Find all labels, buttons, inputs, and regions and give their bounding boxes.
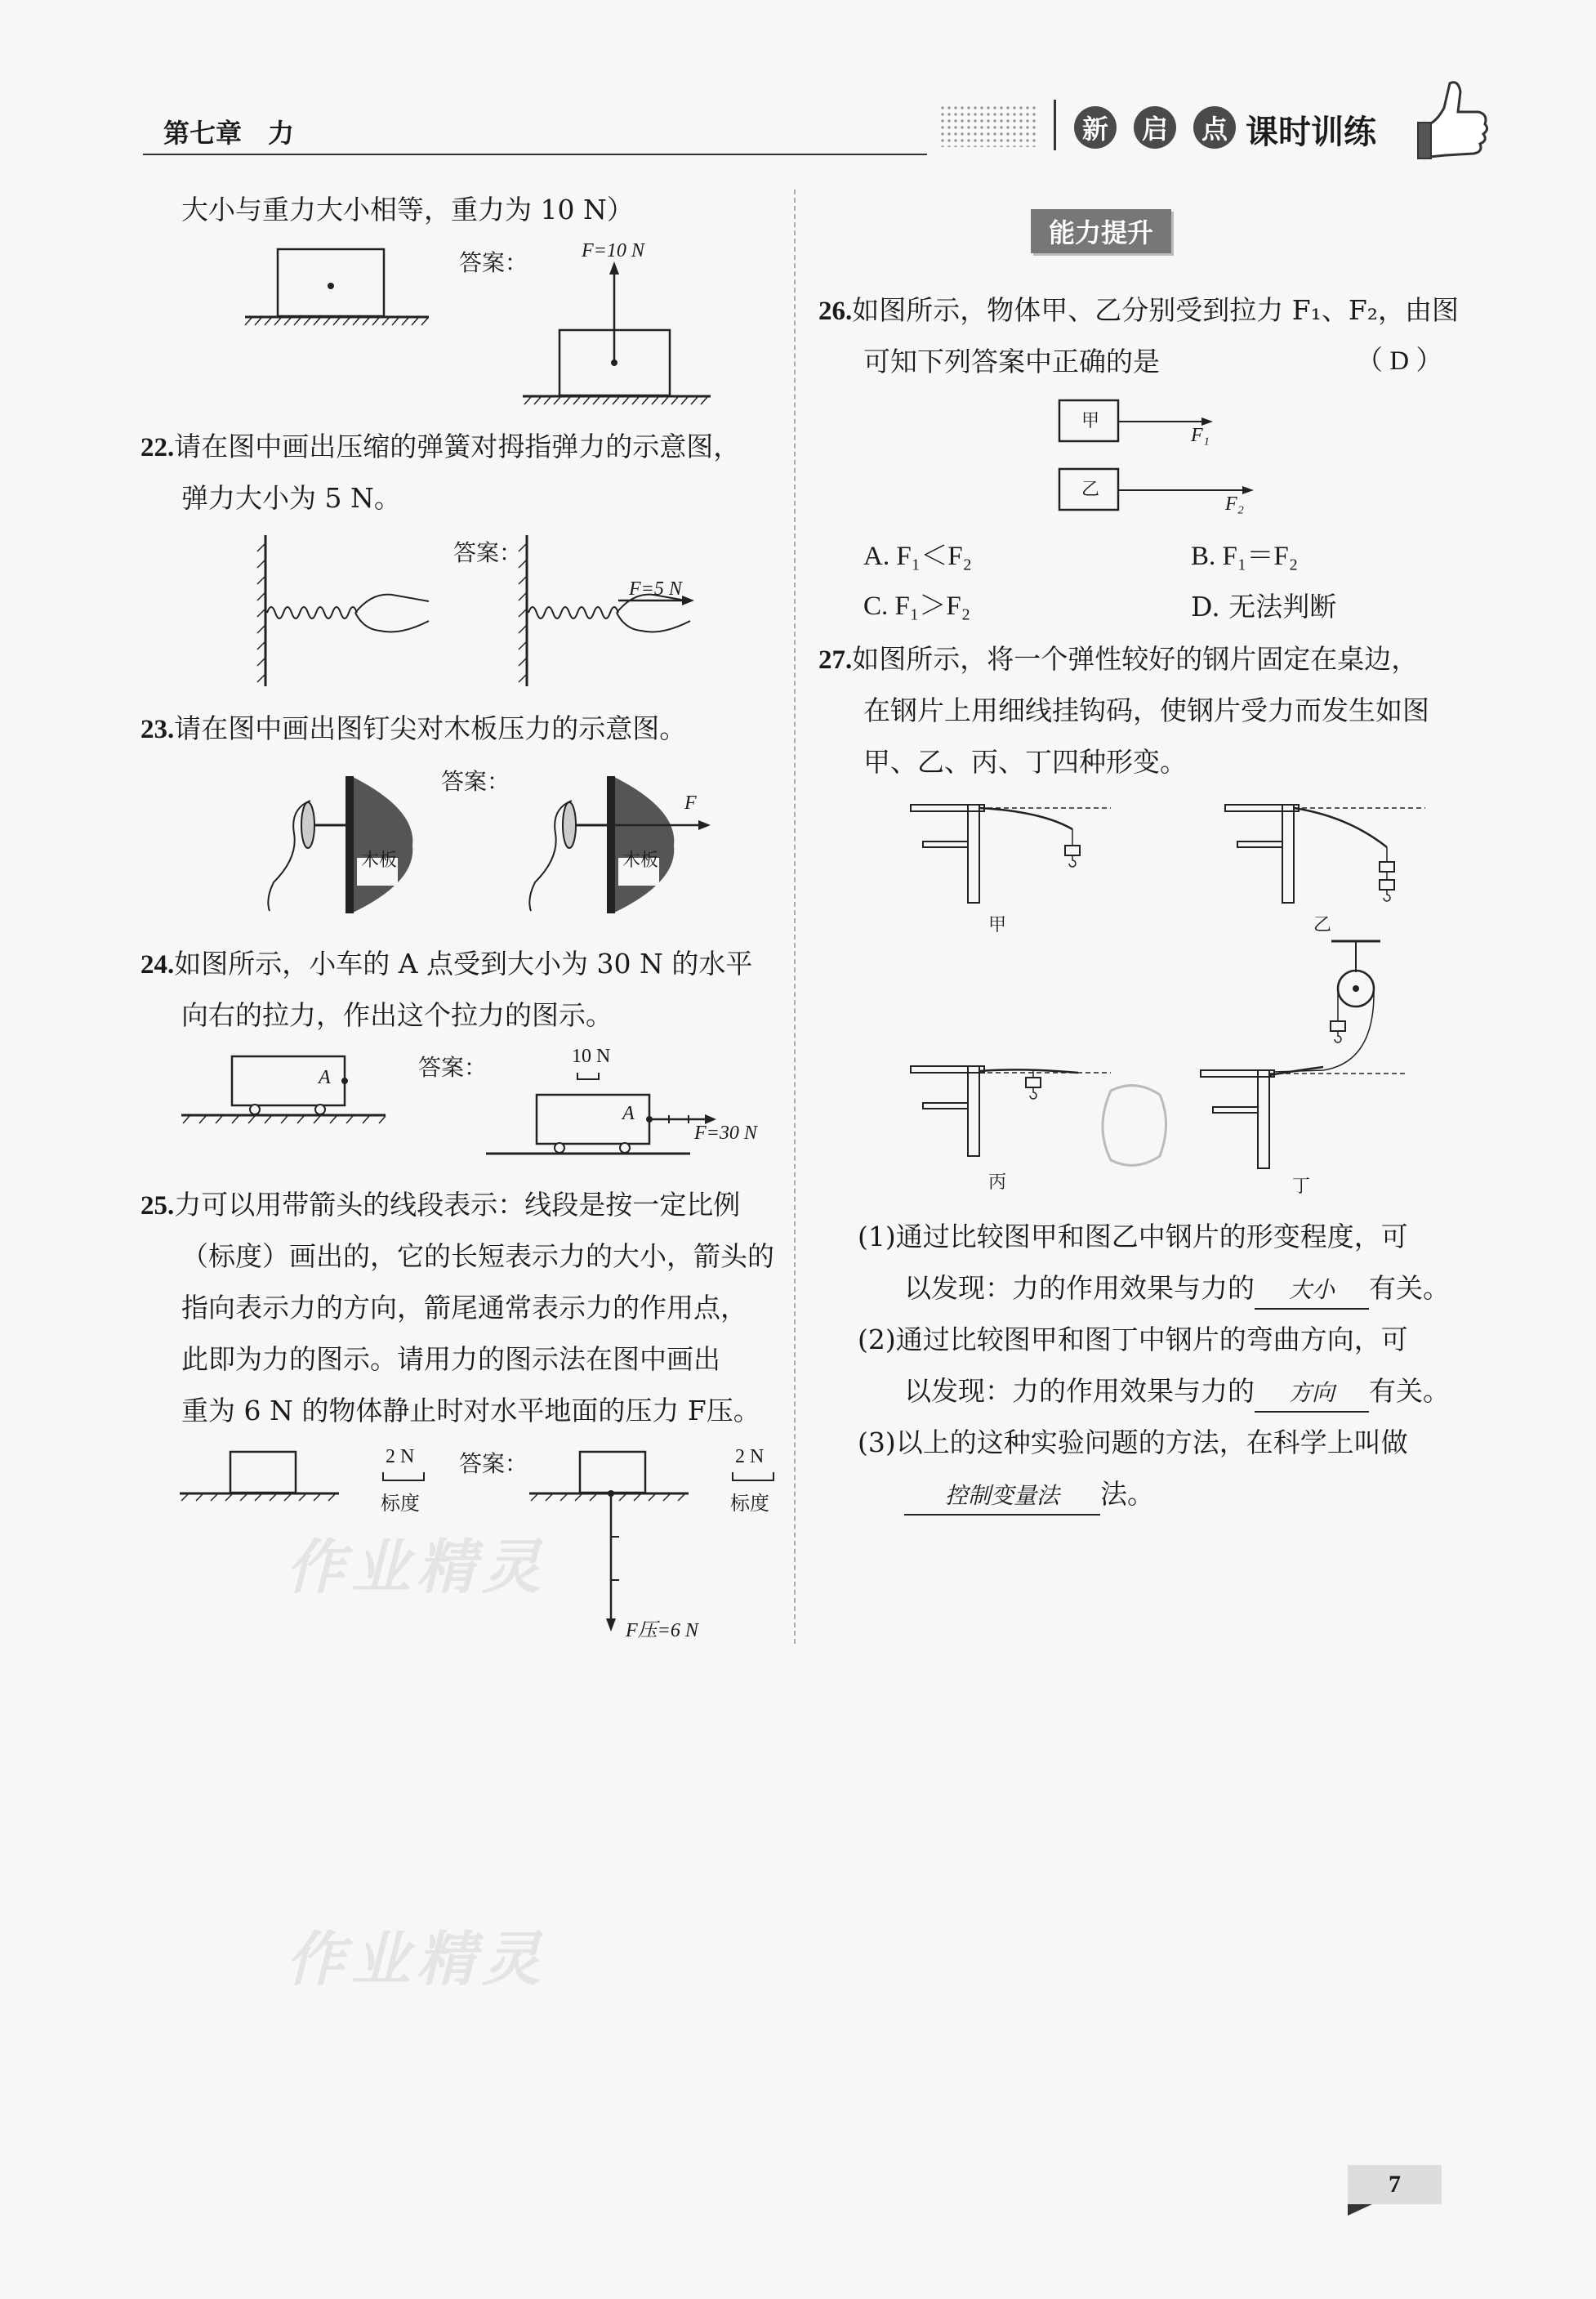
q24-text-line2: 向右的拉力，作出这个拉力的图示。	[181, 999, 613, 1031]
q21-force-label: F=10 N	[582, 240, 644, 261]
q25-line1: 力可以用带箭头的线段表示：线段是按一定比例	[174, 1189, 741, 1221]
q27-sub2-post: 有关。	[1369, 1375, 1450, 1407]
q27-line1: 如图所示，将一个弹性较好的钢片固定在桌边，	[852, 643, 1419, 675]
q25-answer-figure	[529, 1450, 693, 1638]
q25-text-line5: 重为 6 N 的物体静止时对水平地面的压力 F压。	[181, 1395, 760, 1426]
q24-force-label: F=30 N	[694, 1123, 757, 1144]
q27-text-line2: 在钢片上用细线挂钩码，使钢片受力而发生如图	[863, 694, 1429, 726]
q27-number: 27.	[818, 645, 853, 675]
q22-text-line2: 弹力大小为 5 N。	[181, 482, 401, 514]
q26-f2-label: F₂	[1225, 493, 1245, 515]
q27-sub1-post: 有关。	[1369, 1272, 1450, 1304]
q25-question-figure	[180, 1450, 343, 1499]
q23-question-figure	[249, 776, 417, 915]
q23-board-label-question: 木板	[361, 850, 398, 871]
q26-f1-label: F₁	[1191, 425, 1210, 446]
column-divider	[794, 190, 796, 1644]
q27-figure-ding	[1201, 940, 1405, 1172]
q27-sub3-answer: 控制变量法	[904, 1478, 1100, 1516]
q25-force-label: F压=6 N	[626, 1620, 698, 1641]
q24-point-label-answer: A	[622, 1103, 635, 1124]
page-number: 7	[1348, 2165, 1442, 2204]
q27-text-line1	[818, 633, 1418, 686]
q24-question-figure	[181, 1050, 390, 1123]
q27-sub2-line2	[904, 1365, 1450, 1417]
q25-scale-bar-question	[380, 1471, 429, 1484]
header-rule	[143, 154, 927, 155]
q24-line1: 如图所示，小车的 A 点受到大小为 30 N 的水平	[174, 948, 753, 980]
q27-caption-bing: 丙	[988, 1172, 1007, 1193]
q25-answer-label: 答案：	[459, 1450, 528, 1477]
q25-text-line4: 此即为力的图示。请用力的图示法在图中画出	[181, 1343, 720, 1375]
q22-line1: 请在图中画出压缩的弹簧对拇指弹力的示意图，	[174, 431, 741, 462]
q26-option-c: C. F₁＞F₂	[863, 591, 971, 621]
q25-scale-value-answer: 2 N	[735, 1446, 765, 1467]
q24-point-label-question: A	[319, 1067, 331, 1088]
q27-sub2-line1: (2)通过比较图甲和图丁中钢片的弯曲方向，可	[858, 1324, 1408, 1355]
q27-sub3-line1: (3)以上的这种实验问题的方法，在科学上叫做	[858, 1426, 1408, 1458]
header-dots	[939, 105, 1037, 147]
q25-text-line1	[140, 1179, 740, 1232]
q26-box-jia: 甲	[1081, 411, 1100, 431]
badge-dian: 点	[1193, 106, 1236, 149]
q23-number: 23.	[140, 715, 175, 744]
q24-answer-label: 答案：	[418, 1054, 488, 1081]
watermark-1: 作业精灵	[286, 1533, 548, 1601]
q22-force-label: F=5 N	[629, 578, 682, 600]
q27-figure-jia	[911, 797, 1111, 907]
header-separator	[1054, 100, 1056, 150]
q25-scale-word-question: 标度	[381, 1492, 420, 1515]
q27-text-line3: 甲、乙、丙、丁四种形变。	[863, 746, 1187, 778]
q27-figure-bing	[911, 1058, 1111, 1164]
q27-sub1-line1: (1)通过比较图甲和图乙中钢片的形变程度，可	[858, 1221, 1408, 1252]
q27-sub2-answer: 方向	[1255, 1375, 1369, 1413]
q25-text-line3: 指向表示力的方向，箭尾通常表示力的作用点，	[181, 1292, 747, 1324]
q21-answer-figure	[523, 260, 719, 407]
q22-answer-label: 答案：	[453, 539, 523, 566]
q26-number: 26.	[818, 297, 853, 326]
q22-text-line1	[140, 421, 740, 474]
q24-scale-label: 10 N	[572, 1046, 611, 1067]
q21-tail-text: 大小与重力大小相等，重力为 10 N）	[181, 194, 634, 225]
q23-force-label: F	[684, 792, 697, 814]
q26-answer: （ D ）	[1356, 346, 1443, 376]
q26-box-yi: 乙	[1081, 480, 1100, 500]
q26-option-a: A. F₁＜F₂	[863, 542, 973, 571]
q21-question-figure	[245, 245, 433, 335]
q26-option-b: B. F₁＝F₂	[1191, 542, 1299, 571]
q22-number: 22.	[140, 433, 175, 462]
chapter-title: 第七章 力	[163, 118, 295, 149]
q27-sub1-answer: 大小	[1255, 1272, 1369, 1310]
q21-answer-label: 答案：	[459, 249, 528, 276]
series-title: 课时训练	[1246, 114, 1376, 151]
q25-text-line2: （标度）画出的，它的长短表示力的大小，箭头的	[181, 1240, 774, 1272]
q26-text-line2: 可知下列答案中正确的是	[863, 346, 1160, 377]
q27-caption-jia: 甲	[988, 915, 1007, 935]
q22-question-figure	[257, 535, 433, 690]
q27-sub2-pre: 以发现：力的作用效果与力的	[904, 1375, 1255, 1407]
q25-number: 25.	[140, 1191, 175, 1221]
page-corner-mark	[1348, 2204, 1372, 2216]
q25-scale-word-answer: 标度	[730, 1492, 769, 1515]
q22-answer-figure	[519, 535, 707, 690]
q26-text-line1	[818, 284, 1459, 337]
q25-scale-value-question: 2 N	[386, 1446, 415, 1467]
q24-number: 24.	[140, 950, 175, 980]
q23-text-line1	[140, 703, 686, 756]
q27-caption-yi: 乙	[1313, 915, 1332, 935]
badge-qi: 启	[1134, 106, 1176, 149]
q27-sub3-line2	[904, 1468, 1154, 1520]
q24-answer-figure	[486, 1070, 723, 1160]
watermark-stamp-icon	[1094, 1083, 1172, 1172]
thumbs-up-icon	[1413, 75, 1495, 165]
q25-scale-bar-answer	[729, 1471, 778, 1484]
q26-option-d: D. 无法判断	[1191, 591, 1337, 623]
watermark-2: 作业精灵	[286, 1925, 548, 1993]
section-ability-up: 能力提升	[1031, 209, 1171, 253]
q23-answer-label: 答案：	[441, 768, 510, 795]
q27-sub1-line2	[904, 1262, 1450, 1314]
q27-sub1-pre: 以发现：力的作用效果与力的	[904, 1272, 1255, 1304]
q26-line1: 如图所示，物体甲、乙分别受到拉力 F₁、F₂，由图	[852, 294, 1459, 326]
badge-xin: 新	[1074, 106, 1117, 149]
q27-sub3-post: 法。	[1100, 1478, 1154, 1510]
q27-caption-ding: 丁	[1292, 1176, 1311, 1197]
q23-board-label-answer: 木板	[622, 850, 659, 871]
q24-text-line1	[140, 938, 752, 991]
q23-line1: 请在图中画出图钉尖对木板压力的示意图。	[174, 712, 687, 744]
